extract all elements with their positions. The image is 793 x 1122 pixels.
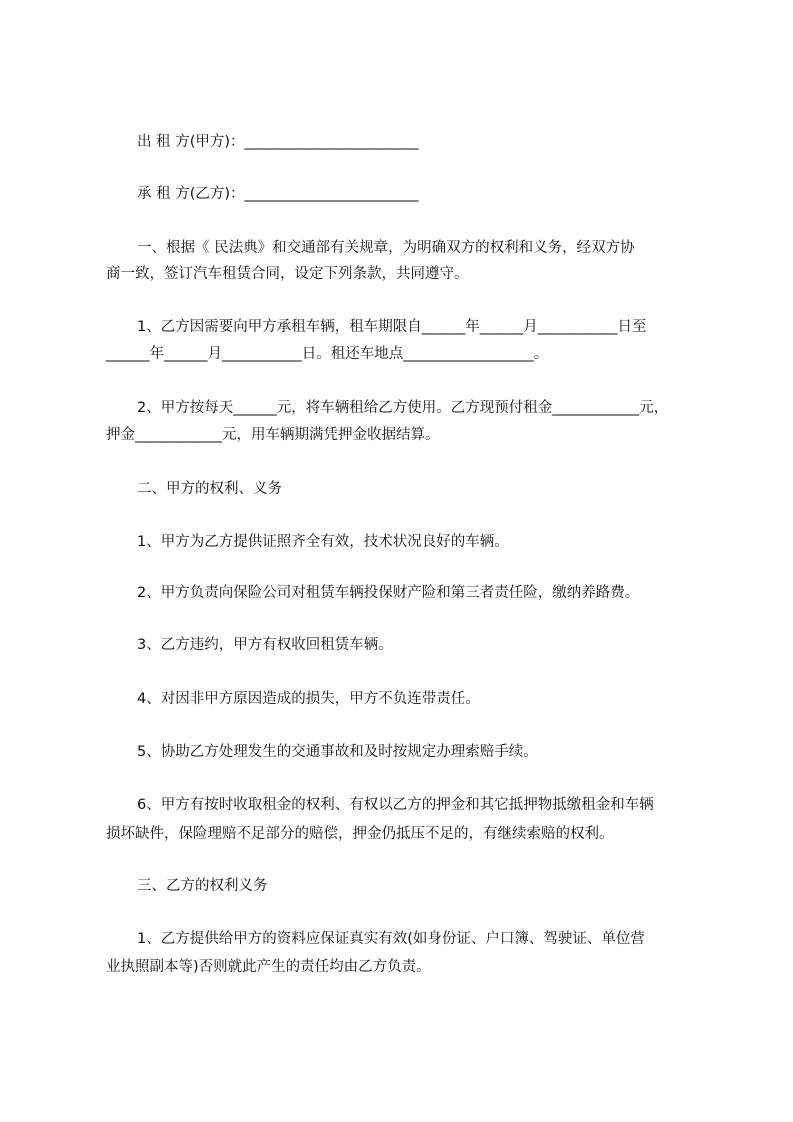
section3-heading: 三、乙方的权利义务 [137, 878, 268, 894]
section2-item2: 2、甲方负责向保险公司对租赁车辆投保财产险和第三者责任险，缴纳养路费。 [137, 585, 640, 601]
section2-item3: 3、乙方违约，甲方有权收回租赁车辆。 [137, 637, 393, 653]
section1-item1-line2: ______年______月___________日。租还车地点__________________。 [106, 346, 549, 362]
section1-intro-line2: 商一致，签订汽车租赁合同，设定下列条款，共同遵守。 [106, 266, 469, 282]
lessee-line: 承 租 方(乙方)：________________________ [137, 186, 419, 202]
section2-item1: 1、甲方为乙方提供证照齐全有效，技术状况良好的车辆。 [137, 534, 509, 550]
section1-intro-line1: 一、根据《 民法典》和交通部有关规章，为明确双方的权利和义务，经双方协 [137, 240, 635, 256]
section2-item5: 5、协助乙方处理发生的交通事故和及时按规定办理索赔手续。 [137, 744, 538, 760]
section3-item1-line2: 业执照副本等)否则就此产生的责任均由乙方负责。 [106, 959, 431, 975]
section2-item6-line2: 损坏缺件，保险理赔不足部分的赔偿，押金仍抵压不足的，有继续索赔的权利。 [106, 826, 614, 842]
section3-item1-line1: 1、乙方提供给甲方的资料应保证真实有效(如身份证、户口簿、驾驶证、单位营 [137, 931, 645, 947]
section1-item1-line1: 1、乙方因需要向甲方承租车辆，租车期限自______年______月___________日至 [137, 319, 647, 335]
section2-item6-line1: 6、甲方有按时收取租金的权利、有权以乙方的押金和其它抵押物抵缴租金和车辆 [137, 797, 654, 813]
section1-item2-line1: 2、甲方按每天______元，将车辆租给乙方使用。乙方现预付租金____________元， [137, 400, 669, 416]
section2-item4: 4、对因非甲方原因造成的损失，甲方不负连带责任。 [137, 691, 480, 707]
section1-item2-line2: 押金____________元，用车辆期满凭押金收据结算。 [106, 427, 440, 443]
lessor-line: 出 租 方(甲方)：________________________ [137, 134, 419, 150]
section2-heading: 二、甲方的权利、义务 [137, 481, 282, 497]
